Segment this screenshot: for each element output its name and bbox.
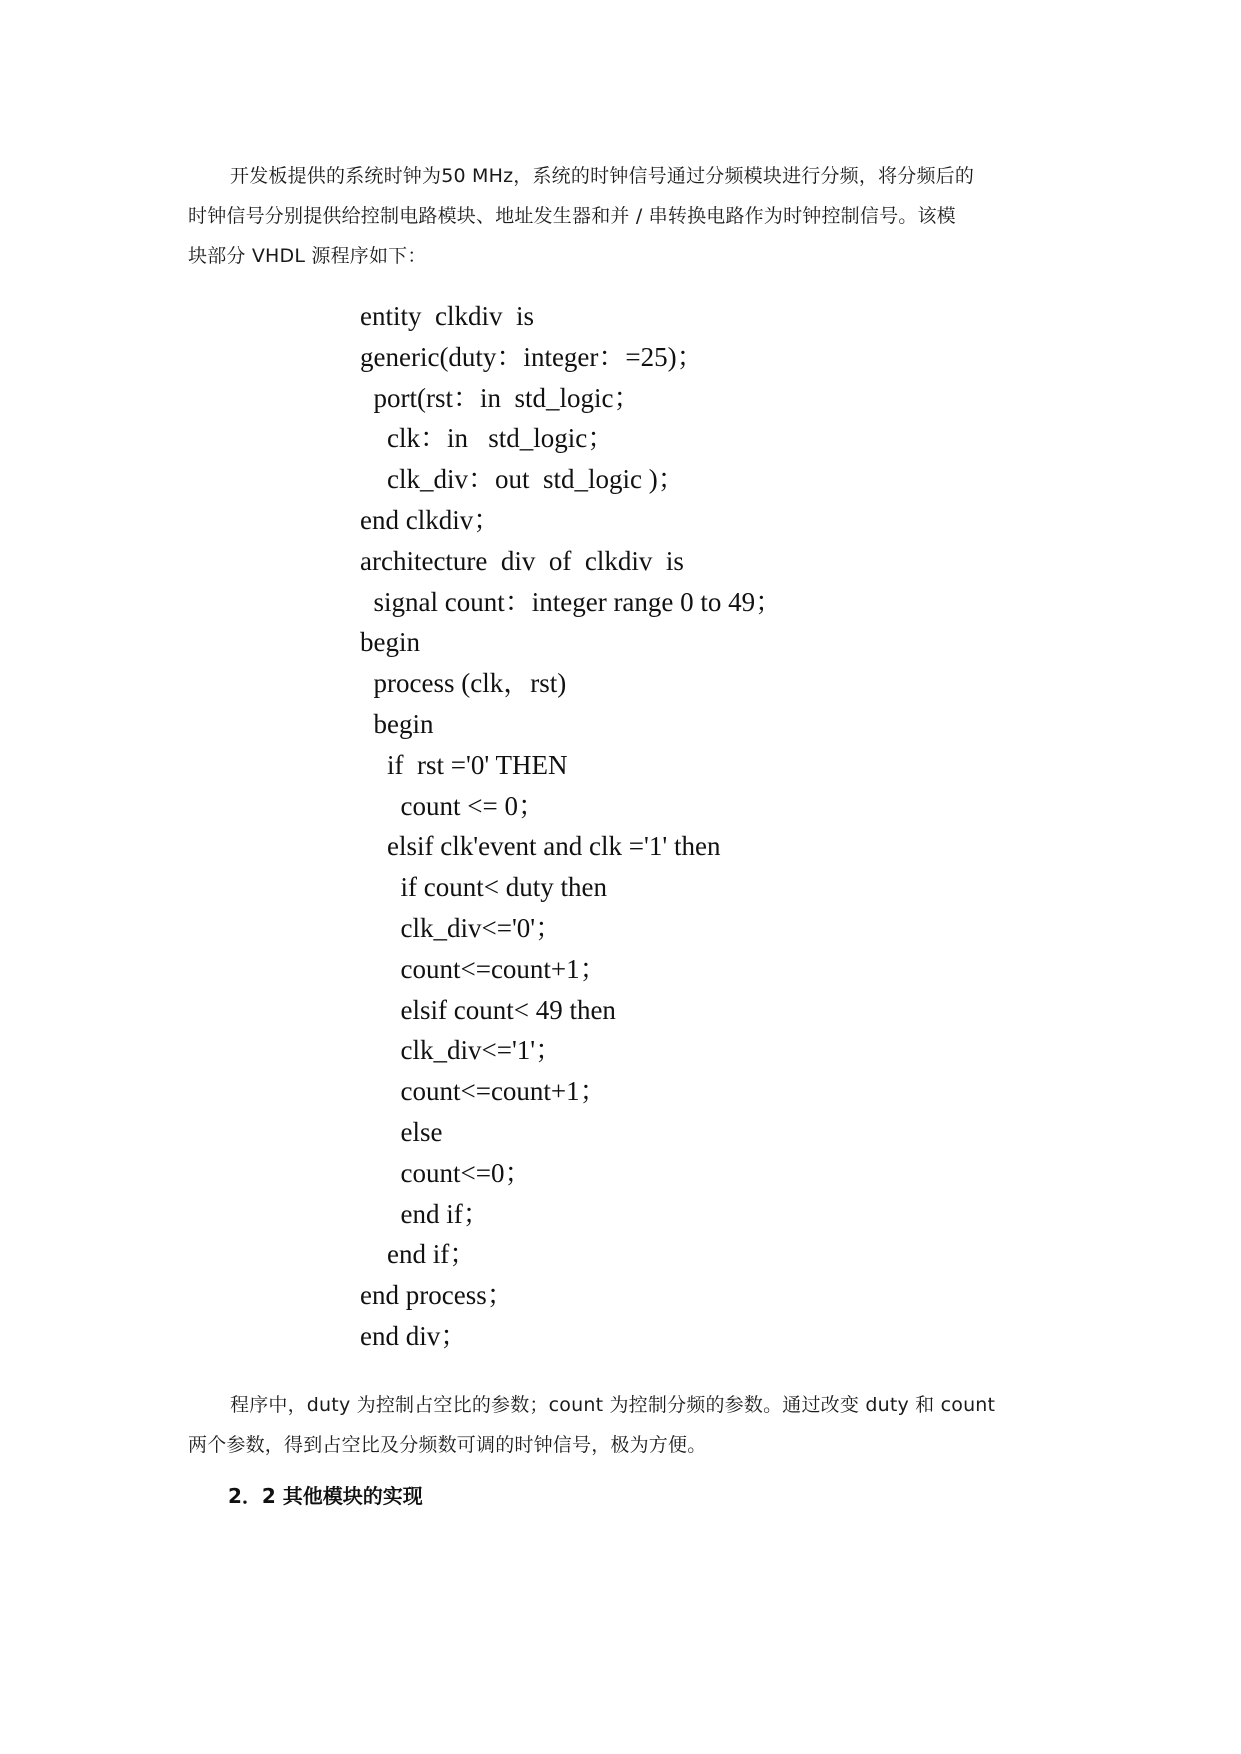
code-line: count<=0； [360,1157,532,1188]
code-line: if count< duty then [360,872,607,903]
code-line: count<=count+1； [360,953,607,984]
code-line: elsif clk'event and clk ='1' then [360,831,721,862]
code-line: else [360,1116,443,1147]
code-line: end if； [360,1198,490,1229]
code-line: end process； [360,1280,514,1311]
code-line: elsif count< 49 then [360,994,616,1025]
code-line: end div； [360,1320,468,1351]
code-line: count <= 0； [360,790,545,821]
code-line: architecture div of clkdiv is [360,545,684,576]
explanation-paragraph [188,1385,1054,1465]
intro-line: 时钟信号分别提供给控制电路模块、地址发生器和并 / 串转换电路作为时钟控制信号。该模 [188,205,956,227]
code-line: clk_div<='0'； [360,912,563,943]
code-line: count<=count+1； [360,1076,607,1107]
section-heading: 2．2 其他模块的实现 [228,1484,423,1508]
code-line: process (clk，rst) [360,668,567,699]
code-line: signal count：integer range 0 to 49； [360,586,783,617]
code-line: if rst ='0' THEN [360,749,568,780]
code-line: end if； [360,1239,477,1270]
explanation-line: 程序中，duty 为控制占空比的参数；count 为控制分频的参数。通过改变 duty 和 count [230,1394,996,1416]
vhdl-code-listing [360,296,1000,1357]
intro-line: 块部分 VHDL 源程序如下： [188,245,427,267]
code-line: clk_div：out std_logic )； [360,464,685,495]
code-line: end clkdiv； [360,504,501,535]
code-line: clk_div<='1'； [360,1035,563,1066]
intro-line: 开发板提供的系统时钟为50 MHz，系统的时钟信号通过分频模块进行分频，将分频后的 [230,165,975,187]
code-line: entity clkdiv is [360,301,534,331]
code-line: port(rst：in std_logic； [360,382,641,413]
code-line: begin [360,627,420,658]
code-line: begin [360,708,434,739]
code-line: clk：in std_logic； [360,423,615,454]
code-line: generic(duty：integer：=25)； [360,341,704,372]
explanation-line: 两个参数，得到占空比及分频数可调的时钟信号，极为方便。 [188,1434,707,1456]
intro-paragraph [188,156,1054,276]
